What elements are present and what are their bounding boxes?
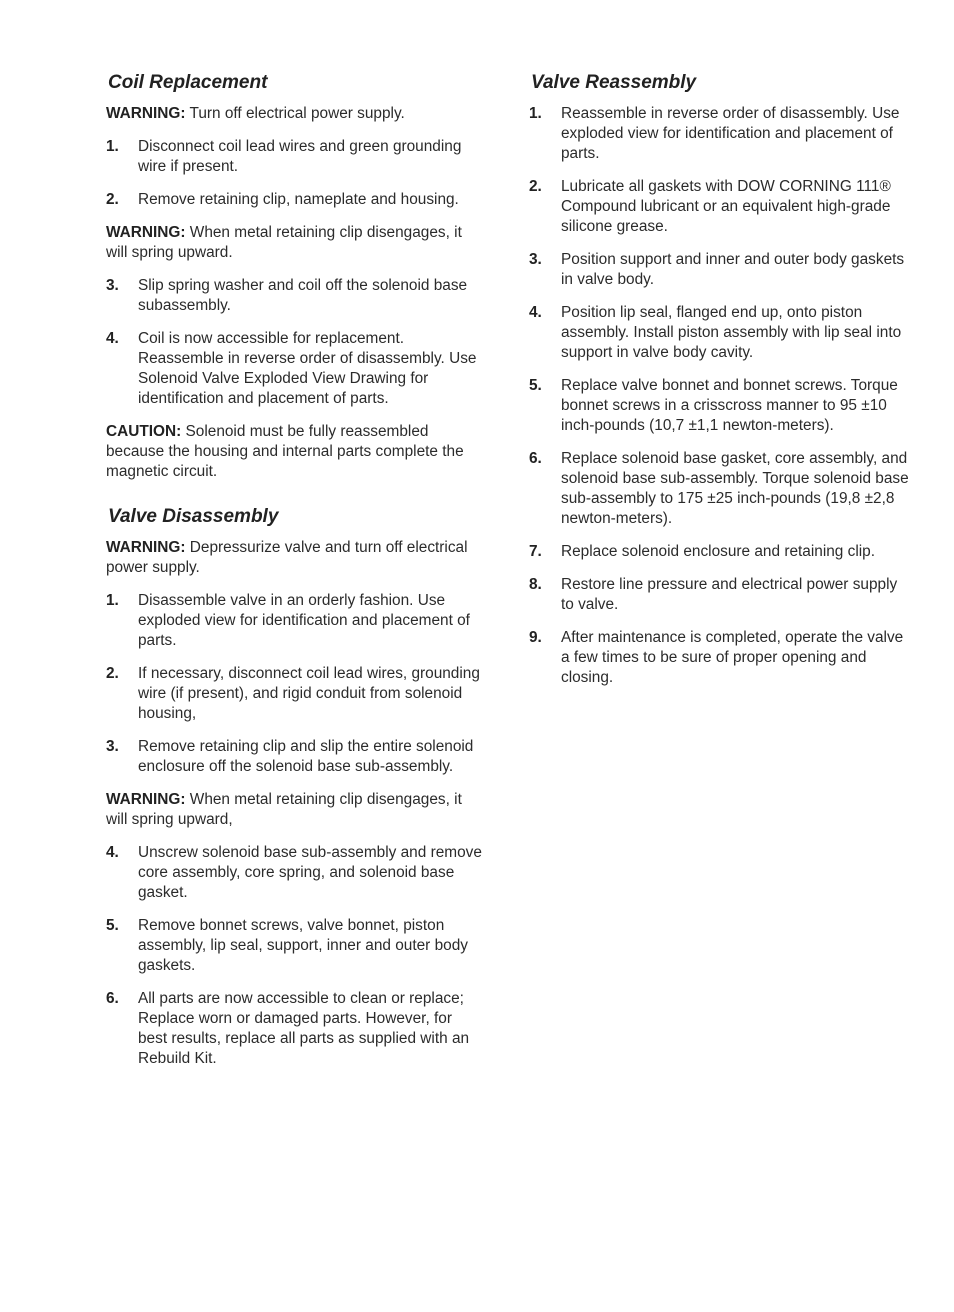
step-text: Remove retaining clip, nameplate and housing. — [138, 191, 459, 208]
step-text: Remove retaining clip and slip the entire solenoid enclosure off the solenoid base sub-assembly. — [138, 738, 474, 775]
left-column — [106, 70, 482, 1091]
note-text: Turn off electrical power supply. — [185, 105, 405, 122]
step-number: 6. — [106, 990, 119, 1007]
step-item — [106, 664, 482, 724]
valve-reassembly-blocks — [529, 104, 911, 688]
step-number: 3. — [529, 251, 542, 268]
valve-disassembly-section — [106, 504, 482, 1069]
step-text: Replace solenoid base gasket, core assembly, and solenoid base sub-assembly. Torque solenoid base sub-assembly to 175 ±25 inch-pounds (19,8 ±2,8 newton-meters). — [561, 450, 909, 527]
step-number: 3. — [106, 277, 119, 294]
step-text: Replace valve bonnet and bonnet screws. Torque bonnet screws in a crisscross manner to 95 ±10 inch-pounds (10,7 ±1,1 newton-meters). — [561, 377, 898, 434]
step-number: 1. — [106, 592, 119, 609]
step-text: Disconnect coil lead wires and green grounding wire if present. — [138, 138, 462, 175]
warning-note — [106, 223, 482, 263]
valve-disassembly-heading: Valve Disassembly — [108, 506, 279, 527]
step-item — [529, 575, 911, 615]
step-item — [106, 190, 482, 210]
valve-reassembly-section — [529, 70, 911, 688]
step-item — [529, 177, 911, 237]
step-number: 2. — [106, 191, 119, 208]
note-label: WARNING: — [106, 791, 186, 808]
step-text: Coil is now accessible for replacement. Reassemble in reverse order of disassembly. Use Solenoid Valve Exploded View Drawing for identification and placement of parts. — [138, 330, 477, 407]
step-text: Disassemble valve in an orderly fashion. Use exploded view for identification and placement of parts. — [138, 592, 470, 649]
step-number: 4. — [106, 330, 119, 347]
valve-reassembly-heading: Valve Reassembly — [531, 72, 697, 93]
step-item — [529, 303, 911, 363]
note-text: When metal retaining clip disengages, it will spring upward, — [106, 791, 462, 828]
step-number: 7. — [529, 543, 542, 560]
step-text: Replace solenoid enclosure and retaining clip. — [561, 543, 875, 560]
step-number: 4. — [529, 304, 542, 321]
step-item — [106, 916, 482, 976]
warning-note — [106, 422, 482, 482]
step-number: 2. — [529, 178, 542, 195]
step-number: 8. — [529, 576, 542, 593]
note-label: WARNING: — [106, 224, 186, 241]
step-text: If necessary, disconnect coil lead wires, grounding wire (if present), and rigid conduit from solenoid housing, — [138, 665, 480, 722]
coil-replacement-heading: Coil Replacement — [108, 72, 268, 93]
note-text: Solenoid must be fully reassembled because the housing and internal parts complete the magnetic circuit. — [106, 423, 464, 480]
step-item — [529, 104, 911, 164]
step-text: Restore line pressure and electrical power supply to valve. — [561, 576, 898, 613]
step-item — [529, 250, 911, 290]
step-text: Unscrew solenoid base sub-assembly and remove core assembly, core spring, and solenoid base gasket. — [138, 844, 482, 901]
step-text: Reassemble in reverse order of disassembly. Use exploded view for identification and placement of parts. — [561, 105, 900, 162]
note-text: When metal retaining clip disengages, it will spring upward. — [106, 224, 462, 261]
right-column — [529, 70, 911, 710]
warning-note — [106, 790, 482, 830]
warning-note — [106, 538, 482, 578]
note-label: CAUTION: — [106, 423, 182, 440]
step-number: 3. — [106, 738, 119, 755]
step-item — [106, 989, 482, 1069]
warning-note — [106, 104, 482, 124]
step-item — [106, 329, 482, 409]
note-text: Depressurize valve and turn off electrical power supply. — [106, 539, 468, 576]
step-text: Remove bonnet screws, valve bonnet, piston assembly, lip seal, support, inner and outer body gaskets. — [138, 917, 468, 974]
coil-replacement-section — [106, 70, 482, 482]
step-item — [529, 628, 911, 688]
step-text: Position support and inner and outer body gaskets in valve body. — [561, 251, 905, 288]
step-item — [106, 737, 482, 777]
step-text: All parts are now accessible to clean or replace; Replace worn or damaged parts. However, for best results, replace all parts as supplied with an Rebuild Kit. — [138, 990, 470, 1067]
step-item — [106, 276, 482, 316]
step-text: Lubricate all gaskets with DOW CORNING 111® Compound lubricant or an equivalent high-grade silicone grease. — [561, 178, 891, 235]
step-item — [106, 843, 482, 903]
step-number: 9. — [529, 629, 542, 646]
step-item — [529, 449, 911, 529]
step-text: Slip spring washer and coil off the solenoid base subassembly. — [138, 277, 468, 314]
step-item — [106, 137, 482, 177]
step-number: 1. — [529, 105, 542, 122]
step-text: After maintenance is completed, operate the valve a few times to be sure of proper opening and closing. — [561, 629, 904, 686]
step-item — [529, 542, 911, 562]
step-number: 5. — [529, 377, 542, 394]
coil-replacement-blocks — [106, 104, 482, 482]
step-number: 1. — [106, 138, 119, 155]
step-item — [529, 376, 911, 436]
step-number: 2. — [106, 665, 119, 682]
note-label: WARNING: — [106, 539, 186, 556]
step-item — [106, 591, 482, 651]
note-label: WARNING: — [106, 105, 186, 122]
step-number: 5. — [106, 917, 119, 934]
valve-disassembly-blocks — [106, 538, 482, 1069]
step-number: 6. — [529, 450, 542, 467]
step-number: 4. — [106, 844, 119, 861]
step-text: Position lip seal, flanged end up, onto piston assembly. Install piston assembly with lip seal into support in valve body cavity. — [561, 304, 902, 361]
